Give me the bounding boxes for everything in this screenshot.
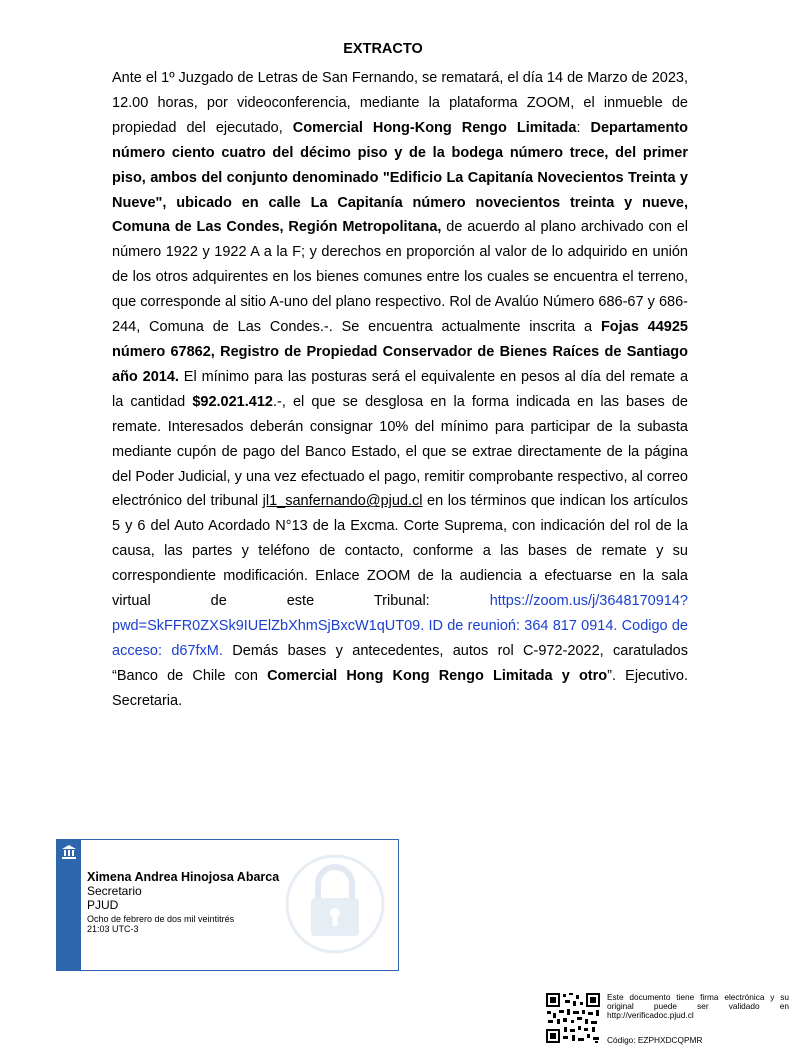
body-text-2: :: [576, 119, 591, 136]
minimum-amount: $92.021.412: [192, 393, 273, 410]
verification-code: Código: EZPHXDCQPMR: [607, 1035, 703, 1045]
document-title: EXTRACTO: [343, 41, 423, 57]
body-text-6: en los términos que indican los artículos 5 y 6 del Auto Acordado N°13 de la Excma. Corte Suprema, con indicación del rol de la causa, las partes y teléfono de contacto, conforme a las bases de remate y su correspondiente modificación. Enlace ZOOM de la audiencia a efectuarse en la sala virtual de este Tribunal:: [112, 493, 688, 610]
signer-name: Ximena Andrea Hinojosa Abarca: [87, 870, 280, 884]
body-text-8: ”. Ejecutivo. Secretaria.: [112, 667, 689, 709]
body-text-4: El mínimo para las posturas será el equivalente en pesos al día del remate a la cantidad: [112, 368, 689, 410]
signature-box: [56, 839, 399, 971]
property-description: Departamento número ciento cuatro del décimo piso y de la bodega número trece, del primer piso, ambos del conjunto denominado "Edificio La Capitanía Novecientos Treinta y Nueve", ubicado en calle La Capitanía número novecientos treinta y nueve, Comuna de Las Condes, Región Metropolitana,: [112, 119, 689, 236]
extract-body: [112, 66, 688, 714]
case-parties: Comercial Hong Kong Rengo Limitada y otro: [267, 667, 608, 684]
signer-role: Secretario: [87, 884, 142, 898]
qr-code-icon: [545, 992, 601, 1044]
registry-info: Fojas 44925 número 67862, Registro de Propiedad Conservador de Bienes Raíces de Santiago año 2014.: [112, 319, 688, 385]
signer-org: PJUD: [87, 898, 119, 912]
signer-details: [87, 870, 279, 934]
body-text-3: de acuerdo al plano archivado con el número 1922 y 1922 A a la F; y derechos en proporción al valor de lo adquirido en unión de los otros adquirentes en los bienes comunes entre los cuales se encuentra el terreno, que corresponde al sitio A-uno del plano respectivo. Rol de Avalúo Número 686-67 y 686-244, Comuna de Las Condes.-. Se encuentra actualmente inscrita a: [112, 219, 688, 336]
signature-sidebar: [57, 840, 81, 970]
verification-text: Este documento tiene firma electrónica y su original puede ser validado en http://verificadoc.pjud.cl: [607, 992, 789, 1021]
body-text-1: Ante el 1º Juzgado de Letras de San Fernando, se rematará, el día 14 de Marzo de 2023, 12.00 horas, por videoconferencia, mediante la plataforma ZOOM, el inmueble de propiedad del ejecutado,: [112, 70, 688, 136]
bank-icon: [61, 844, 77, 860]
court-email-link[interactable]: jl1_sanfernando@pjud.cl: [262, 493, 423, 510]
lock-watermark-icon: [285, 846, 385, 962]
debtor-name: Comercial Hong-Kong Rengo Limitada: [292, 119, 577, 136]
signature-date: Ocho de febrero de dos mil veintitrés: [87, 914, 235, 924]
signature-time: 21:03 UTC-3: [87, 924, 139, 934]
body-text-5: .-, el que se desglosa en la forma indicada en las bases de remate. Interesados deberán consignar 10% del mínimo para participar de la subasta mediante cupón de pago del Banco Estado, el que se extrae directamente de la página del Poder Judicial, y una vez efectuado el pago, remitir comprobante respectivo, al correo electrónico del tribunal: [112, 393, 688, 510]
zoom-link[interactable]: https://zoom.us/j/3648170914?pwd=SkFFR0ZXSk9IUElZbXhmSjBxcW1qUT09. ID de reunioń: 364 817 0914. Codigo de acceso: d67fxM.: [112, 593, 688, 659]
body-text-7: Demás bases y antecedentes, autos rol C-972-2022, caratulados “Banco de Chile con: [112, 642, 688, 684]
